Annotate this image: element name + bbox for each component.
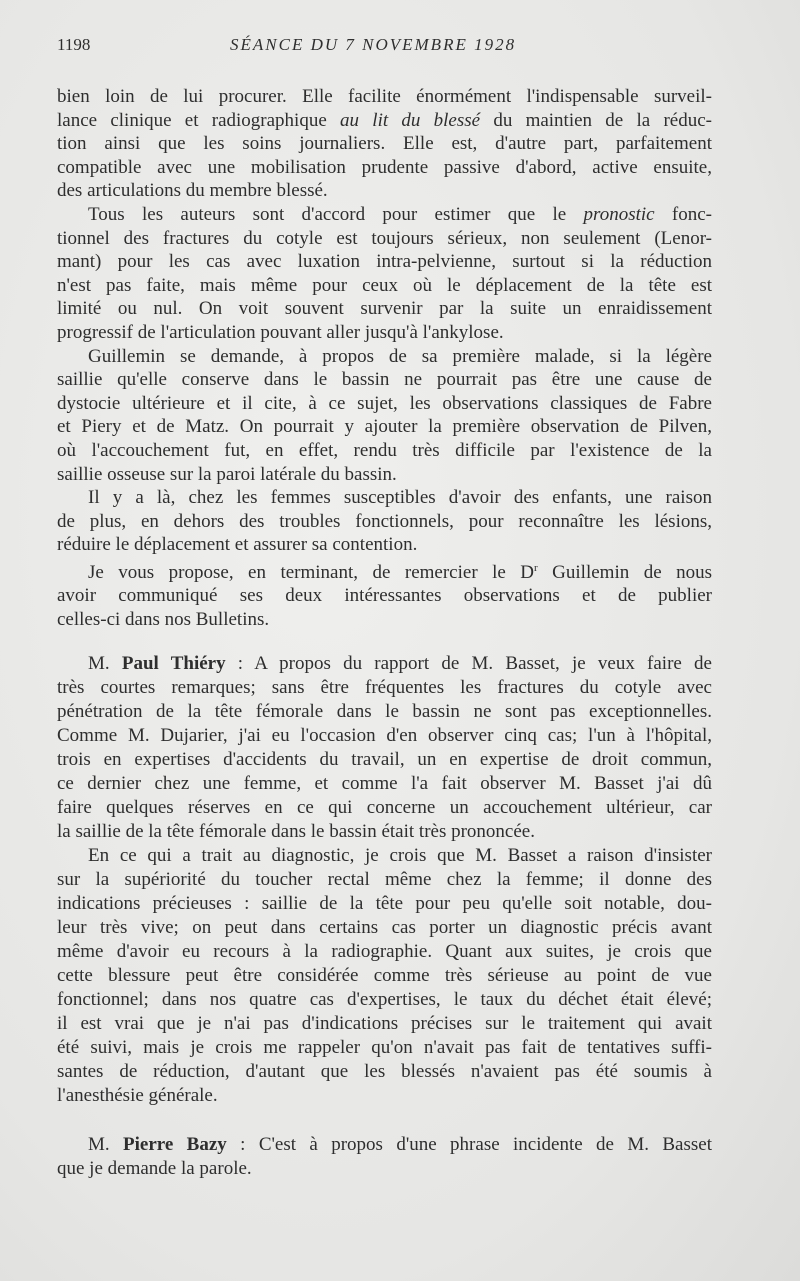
emphasis-text: au lit du blessé	[340, 109, 481, 131]
text-run: que je demande la parole.	[57, 1158, 252, 1179]
text-run: : C'est à propos d'une phrase incidente de M. Basset	[226, 1134, 712, 1155]
superscript: r	[534, 561, 538, 574]
text-line	[57, 748, 712, 772]
text-run: pénétration de la tête fémorale dans le bassin ne sont pas exceptionnelles.	[57, 701, 712, 722]
text-run: très courtes remarques; sans être fréquentes les fractures du cotyle avec	[57, 677, 712, 698]
text-line	[57, 584, 712, 608]
text-line	[57, 321, 712, 345]
text-line	[57, 964, 712, 988]
text-run: trois en expertises d'accidents du travail, un en expertise de droit commun,	[57, 749, 712, 770]
text-run: l'anesthésie générale.	[57, 1085, 218, 1106]
text-line	[57, 463, 712, 487]
text-line	[57, 700, 712, 724]
text-line	[57, 1036, 712, 1060]
text-run: M.	[88, 1134, 124, 1155]
paragraph	[57, 652, 712, 844]
text-line	[57, 1157, 712, 1181]
text-run: tionnel des fractures du cotyle est toujours sérieux, non seulement (Lenor-	[57, 227, 712, 249]
text-line	[57, 345, 712, 369]
text-run: : A propos du rapport de M. Basset, je veux faire de	[225, 653, 712, 674]
text-run: sur la supériorité du toucher rectal même chez la femme; il donne des	[57, 869, 712, 890]
text-line	[57, 1060, 712, 1084]
text-run: fonc-	[654, 203, 713, 225]
text-run: saillie osseuse sur la paroi latérale du bassin.	[57, 463, 397, 485]
text-line	[57, 608, 712, 632]
text-line	[57, 533, 712, 557]
text-run: avoir communiqué ses deux intéressantes observations et de publier	[57, 585, 712, 607]
speaker-name: Paul Thiéry	[121, 653, 226, 674]
text-line	[57, 392, 712, 416]
emphasis-text: pronostic	[583, 203, 655, 225]
text-run: En ce qui a trait au diagnostic, je crois que M. Basset a raison d'insister	[88, 845, 712, 866]
text-line	[57, 109, 712, 133]
report-conclusion-section	[57, 85, 712, 632]
text-run: progressif de l'articulation pouvant aller jusqu'à l'ankylose.	[57, 321, 504, 343]
text-run: de plus, en dehors des troubles fonctionnels, pour reconnaître les lésions,	[57, 510, 712, 532]
text-line	[57, 132, 712, 156]
text-line	[57, 297, 712, 321]
text-run: même d'avoir eu recours à la radiographie. Quant aux suites, je crois que	[57, 941, 712, 962]
page-number: 1198	[57, 35, 91, 54]
text-line	[57, 557, 712, 585]
text-run: cette blessure peut être considérée comme très sérieuse au point de vue	[57, 965, 712, 986]
text-run: la saillie de la tête fémorale dans le bassin était très prononcée.	[57, 821, 535, 842]
text-line	[57, 892, 712, 916]
text-line	[57, 1012, 712, 1036]
text-run: fonctionnel; dans nos quatre cas d'expertises, le taux du déchet était élevé;	[57, 989, 712, 1010]
text-line	[57, 274, 712, 298]
text-line	[57, 85, 712, 109]
text-run: limité ou nul. On voit souvent survenir par la suite un enraidissement	[57, 298, 712, 320]
text-line	[57, 868, 712, 892]
text-line	[57, 724, 712, 748]
text-run: des articulations du membre blessé.	[57, 180, 328, 202]
text-line	[57, 844, 712, 868]
text-run: et Piery et de Matz. On pourrait y ajouter la première observation de Pilven,	[57, 416, 712, 438]
text-run: réduire le déplacement et assurer sa contention.	[57, 534, 418, 556]
text-line	[57, 439, 712, 463]
text-run: Guillemin se demande, à propos de sa première malade, si la légère	[88, 345, 712, 367]
text-run: Tous les auteurs sont d'accord pour estimer que le	[88, 203, 584, 225]
text-line	[57, 988, 712, 1012]
text-line	[57, 820, 712, 844]
text-run: M.	[88, 653, 122, 674]
text-run: tion ainsi que les soins journaliers. Elle est, d'autre part, parfaitement	[57, 133, 712, 155]
text-line	[57, 486, 712, 510]
text-run: Je vous propose, en terminant, de remercier le D	[88, 561, 535, 583]
text-line	[57, 1133, 712, 1157]
text-line	[57, 368, 712, 392]
speaker-name: Pierre Bazy	[123, 1134, 227, 1155]
text-run: compatible avec une mobilisation prudente passive d'abord, active ensuite,	[57, 156, 712, 178]
text-line	[57, 940, 712, 964]
text-run: été suivi, mais je crois me rappeler qu'on n'avait pas fait de tentatives suffi-	[57, 1037, 712, 1058]
paragraph	[57, 85, 712, 203]
text-run: leur très vive; on peut dans certains cas porter un diagnostic précis avant	[57, 917, 712, 938]
text-line	[57, 250, 712, 274]
text-line	[57, 179, 712, 203]
text-line	[57, 156, 712, 180]
text-run: n'est pas faite, mais même pour ceux où le déplacement de la tête est	[57, 274, 712, 296]
text-run: Il y a là, chez les femmes susceptibles d'avoir des enfants, une raison	[88, 487, 712, 509]
text-line	[57, 916, 712, 940]
text-run: Comme M. Dujarier, j'ai eu l'occasion d'en observer cinq cas; l'un à l'hôpital,	[57, 725, 712, 746]
thiery-remarks-section	[57, 652, 712, 1108]
text-run: indications précieuses : saillie de la tête pour peu qu'elle soit notable, dou-	[57, 893, 712, 914]
paragraph	[57, 203, 712, 345]
text-run: faire quelques réserves en ce qui concerne un accouchement ultérieur, car	[57, 797, 712, 818]
text-run: du maintien de la réduc-	[480, 109, 712, 131]
text-run: lance clinique et radiographique	[57, 109, 341, 131]
text-line	[57, 796, 712, 820]
text-line	[57, 227, 712, 251]
text-run: bien loin de lui procurer. Elle facilite énormément l'indispensable surveil-	[57, 86, 712, 107]
text-run: ce dernier chez une femme, et comme l'a fait observer M. Basset j'ai dû	[57, 773, 712, 794]
bazy-remarks-section	[57, 1133, 712, 1181]
text-line	[57, 772, 712, 796]
paragraph	[57, 557, 712, 632]
running-title: SÉANCE DU 7 NOVEMBRE 1928	[230, 35, 517, 54]
paragraph	[57, 486, 712, 557]
text-line	[57, 652, 712, 676]
text-run: où l'accouchement fut, en effet, rendu très difficile par l'existence de la	[57, 439, 712, 461]
text-line	[57, 203, 712, 227]
text-line	[57, 415, 712, 439]
paragraph	[57, 1133, 712, 1181]
paragraph	[57, 345, 712, 487]
paragraph	[57, 844, 712, 1108]
text-run: celles-ci dans nos Bulletins.	[57, 609, 270, 631]
text-run: dystocie ultérieure et il cite, à ce sujet, les observations classiques de Fabre	[57, 392, 712, 414]
text-line	[57, 676, 712, 700]
text-run: santes de réduction, d'autant que les blessés n'avaient pas été soumis à	[57, 1061, 712, 1082]
text-line	[57, 510, 712, 534]
text-line	[57, 1084, 712, 1108]
text-run: Guillemin de nous	[537, 561, 712, 583]
text-run: mant) pour les cas avec luxation intra-pelvienne, surtout si la réduction	[57, 251, 712, 273]
text-run: saillie qu'elle conserve dans le bassin ne pourrait pas être une cause de	[57, 369, 712, 391]
text-run: il est vrai que je n'ai pas d'indications précises sur le traitement qui avait	[57, 1013, 712, 1034]
